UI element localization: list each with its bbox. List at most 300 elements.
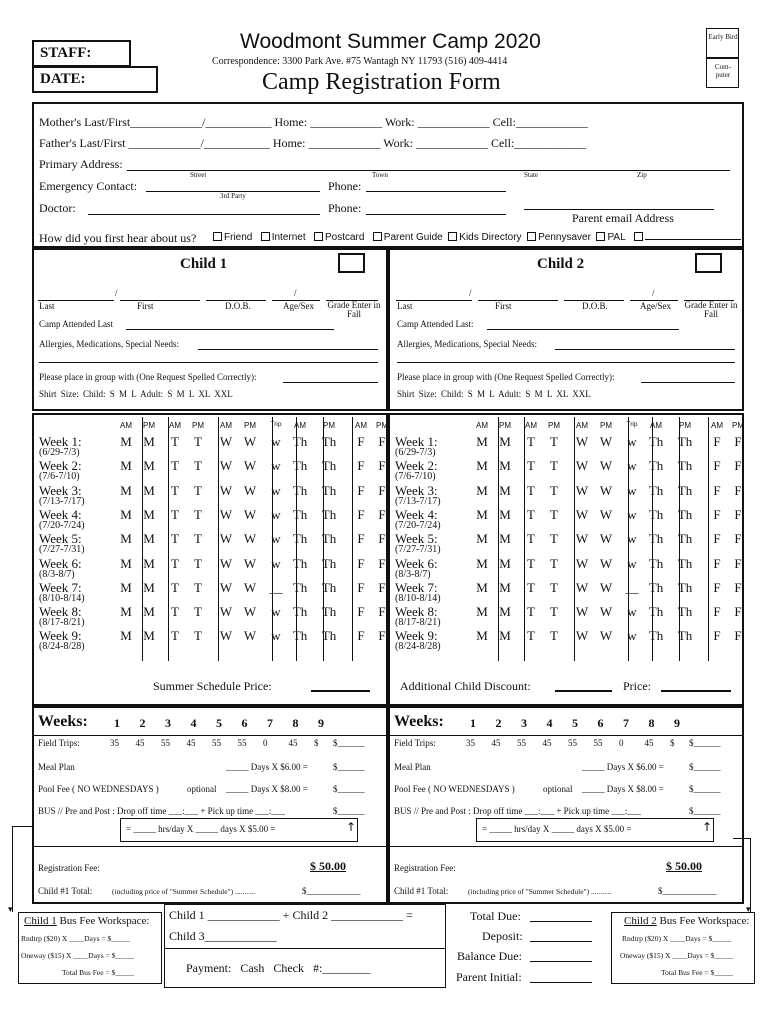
child2-day-cell[interactable]: T xyxy=(550,579,558,595)
child2-day-cell[interactable]: W xyxy=(575,482,589,498)
child1-day-cell[interactable]: F xyxy=(357,628,365,644)
child2-total-bus-fee[interactable]: Total Bus Fee = $_____ xyxy=(661,968,734,977)
child2-day-cell[interactable]: Th xyxy=(648,531,664,547)
child2-day-cell[interactable]: W xyxy=(575,434,589,449)
child2-day-cell[interactable]: Th xyxy=(677,482,693,498)
child2-day-cell[interactable]: F xyxy=(734,458,742,474)
child1-day-cell[interactable]: Th xyxy=(321,531,337,547)
child1-week-label: Week 4: xyxy=(39,506,82,522)
child1-day-cell[interactable]: Th xyxy=(292,458,308,474)
phone-field-1[interactable] xyxy=(366,191,506,192)
child1-day-cell[interactable]: w xyxy=(271,531,281,547)
source-parent-guide[interactable]: Parent Guide xyxy=(373,232,443,243)
child2-week-number: 4 xyxy=(546,716,553,730)
child2-day-cell[interactable]: T xyxy=(527,434,535,449)
child2-day-cell[interactable]: T xyxy=(550,531,558,547)
child2-day-cell[interactable]: M xyxy=(476,604,488,620)
child1-checkbox[interactable] xyxy=(338,253,365,273)
checkbox-icon[interactable] xyxy=(527,232,536,241)
child1-day-cell[interactable]: T xyxy=(194,482,202,498)
checkbox-icon[interactable] xyxy=(596,232,605,241)
child1-including-note: (including price of "Summer Schedule") ........... xyxy=(112,887,256,896)
child1-day-cell[interactable]: M xyxy=(120,458,132,474)
child1-bus-workspace-title: Child 1 Bus Fee Workspace: xyxy=(24,915,150,927)
child2-day-cell[interactable]: Th xyxy=(677,579,693,595)
child2-day-cell[interactable]: M xyxy=(499,531,511,547)
child2-day-cell[interactable]: F xyxy=(734,604,742,620)
checkbox-icon[interactable] xyxy=(373,232,382,241)
source-friend[interactable]: Friend xyxy=(213,232,252,243)
child1-slash-1: / xyxy=(115,288,118,298)
child1-day-cell[interactable]: F xyxy=(378,604,386,620)
child1-day-cell[interactable]: M xyxy=(120,579,132,595)
child2-day-cell[interactable]: W xyxy=(575,604,589,620)
child2-day-cell[interactable]: M xyxy=(476,531,488,547)
child1-bus-label[interactable]: BUS // Pre and Post : Drop off time ___:___ + Pick up time ___:___ xyxy=(38,806,285,816)
summer-schedule-price-field[interactable] xyxy=(311,690,370,692)
child1-day-cell[interactable]: Th xyxy=(292,434,308,449)
child1-day-cell[interactable]: Th xyxy=(321,482,337,498)
child1-day-cell[interactable]: T xyxy=(194,555,202,571)
child2-day-cell[interactable]: M xyxy=(476,628,488,644)
deposit-field[interactable] xyxy=(530,941,592,942)
child2-day-cell[interactable]: W xyxy=(599,506,613,522)
child1-camp-attended-field[interactable] xyxy=(126,329,334,330)
child3-line[interactable]: Child 3____________ xyxy=(169,929,277,943)
child2-day-cell[interactable]: M xyxy=(476,434,488,449)
child1-day-cell[interactable]: F xyxy=(378,628,386,644)
child2-week-dates: (7/6-7/10) xyxy=(395,471,436,483)
child1-day-cell[interactable]: T xyxy=(194,458,202,474)
payment-line[interactable]: Payment: Cash Check #:________ xyxy=(186,961,371,975)
child2-week-label: Week 6: xyxy=(395,555,438,571)
child1-day-cell[interactable]: T xyxy=(171,531,179,547)
child1-day-cell[interactable]: Th xyxy=(321,628,337,644)
child2-day-cell[interactable]: Th xyxy=(677,458,693,474)
child2-day-cell[interactable]: T xyxy=(527,531,535,547)
child2-header-am: AM xyxy=(650,421,662,430)
child2-day-cell[interactable]: M xyxy=(476,482,488,498)
child1-day-cell[interactable]: W xyxy=(243,506,257,522)
child2-day-cell[interactable]: Th xyxy=(677,604,693,620)
child2-day-cell[interactable]: W xyxy=(599,555,613,571)
source-pal[interactable]: PAL xyxy=(596,232,625,243)
child2-day-cell[interactable]: M xyxy=(476,555,488,571)
child2-day-cell[interactable]: T xyxy=(527,628,535,644)
child1-bus-arrow-icon: ↑ xyxy=(346,820,357,834)
child2-day-cell[interactable]: M xyxy=(476,458,488,474)
source-postcard[interactable]: Postcard xyxy=(314,232,364,243)
child1-pool-fee-total[interactable]: $______ xyxy=(333,784,365,794)
child2-day-cell[interactable]: F xyxy=(713,579,721,595)
child1-bus-total[interactable]: $______ xyxy=(333,806,365,816)
child1-day-cell[interactable]: F xyxy=(378,555,386,571)
child2-day-cell[interactable]: __ xyxy=(625,579,639,595)
child1-trip-price: 45 xyxy=(135,738,145,748)
child1-day-cell[interactable]: F xyxy=(357,531,365,547)
child1-header-am: AM xyxy=(294,421,306,430)
child2-day-cell[interactable]: W xyxy=(575,628,589,644)
child2-day-cell[interactable]: w xyxy=(627,458,637,474)
child1-day-cell[interactable]: F xyxy=(378,579,386,595)
child1-day-cell[interactable]: W xyxy=(219,434,233,449)
child2-bus-calc[interactable]: = _____ hrs/day X _____ days X $5.00 = xyxy=(482,824,632,834)
child2-day-cell[interactable]: W xyxy=(599,434,613,449)
child2-day-cell[interactable]: T xyxy=(527,482,535,498)
child2-bus-label[interactable]: BUS // Pre and Post : Drop off time ___:___ + Pick up time ___:___ xyxy=(394,806,641,816)
child1-day-cell[interactable]: T xyxy=(194,531,202,547)
child1-day-cell[interactable]: W xyxy=(243,434,257,449)
source-kids-directory[interactable]: Kids Directory xyxy=(448,232,521,243)
child1-day-cell[interactable]: F xyxy=(357,604,365,620)
total-due-field[interactable] xyxy=(530,921,592,922)
child2-day-cell[interactable]: F xyxy=(734,531,742,547)
child2-day-cell[interactable]: W xyxy=(599,482,613,498)
child1-day-cell[interactable]: M xyxy=(143,628,155,644)
child2-day-cell[interactable]: F xyxy=(734,506,742,522)
child1-week-label: Week 1: xyxy=(39,434,82,449)
child2-day-cell[interactable]: F xyxy=(713,604,721,620)
checkbox-icon[interactable] xyxy=(314,232,323,241)
parent-email-field[interactable] xyxy=(524,209,714,210)
child1-day-cell[interactable]: M xyxy=(143,579,155,595)
child1-day-cell[interactable]: Th xyxy=(292,628,308,644)
child1-trip-price: 35 xyxy=(110,738,119,748)
child1-day-cell[interactable]: Th xyxy=(292,531,308,547)
child2-allergies-field-2[interactable] xyxy=(397,362,735,363)
child1-day-cell[interactable]: Th xyxy=(321,458,337,474)
child2-day-cell[interactable]: w xyxy=(627,531,637,547)
child1-day-cell[interactable]: M xyxy=(143,506,155,522)
child2-day-cell[interactable]: W xyxy=(599,579,613,595)
child1-day-cell[interactable]: M xyxy=(143,604,155,620)
child2-day-cell[interactable]: w xyxy=(627,604,637,620)
child1-day-cell[interactable]: M xyxy=(120,628,132,644)
child1-day-cell[interactable]: Th xyxy=(321,604,337,620)
child2-day-cell[interactable]: Th xyxy=(677,628,693,644)
child2-day-cell[interactable]: T xyxy=(550,506,558,522)
child2-day-cell[interactable]: W xyxy=(575,579,589,595)
child2-day-cell[interactable]: F xyxy=(734,579,742,595)
child2-day-cell[interactable]: F xyxy=(713,628,721,644)
child2-day-cell[interactable]: T xyxy=(527,555,535,571)
child1-day-cell[interactable]: w xyxy=(271,506,281,522)
child1-day-cell[interactable]: W xyxy=(219,579,233,595)
child2-camp-attended-field[interactable] xyxy=(487,329,679,330)
child1-day-cell[interactable]: w xyxy=(271,434,281,449)
child1-day-cell[interactable]: T xyxy=(194,506,202,522)
child2-day-cell[interactable]: W xyxy=(599,604,613,620)
balance-due-field[interactable] xyxy=(530,961,592,962)
additional-child-discount-field[interactable] xyxy=(555,690,612,692)
child2-day-cell[interactable]: Th xyxy=(648,458,664,474)
child1-day-cell[interactable]: F xyxy=(378,482,386,498)
child1-day-cell[interactable]: F xyxy=(378,434,386,449)
child1-day-cell[interactable]: W xyxy=(219,458,233,474)
child1-allergies-field[interactable] xyxy=(198,349,378,350)
child1-day-cell[interactable]: M xyxy=(143,458,155,474)
child1-day-cell[interactable]: W xyxy=(243,579,257,595)
child2-week-dates: (8/10-8/14) xyxy=(395,592,441,604)
child1-day-cell[interactable]: F xyxy=(357,506,365,522)
child1-day-cell[interactable]: M xyxy=(143,434,155,449)
child2-day-cell[interactable]: Th xyxy=(677,506,693,522)
child2-week-label: Week 8: xyxy=(395,604,438,620)
child1-day-cell[interactable]: w xyxy=(271,482,281,498)
child2-slash-1: / xyxy=(469,288,472,298)
child2-field-trips-total[interactable]: $______ xyxy=(689,738,721,748)
child1-header-am: AM xyxy=(220,421,232,430)
child2-weeks-divider xyxy=(388,735,744,736)
child2-day-cell[interactable]: F xyxy=(713,531,721,547)
source-pennysaver[interactable]: Pennysaver xyxy=(527,232,591,243)
child2-pool-fee-total[interactable]: $______ xyxy=(689,784,721,794)
child1-day-cell[interactable]: M xyxy=(120,604,132,620)
child1-day-cell[interactable]: w xyxy=(271,555,281,571)
child1-day-cell[interactable]: F xyxy=(357,579,365,595)
child2-meal-plan-calc[interactable]: _____ Days X $6.00 = xyxy=(582,762,664,772)
child1-pool-fee-calc[interactable]: _____ Days X $8.00 = xyxy=(226,784,308,794)
child2-day-cell[interactable]: T xyxy=(527,458,535,474)
child2-day-cell[interactable]: W xyxy=(599,628,613,644)
child2-day-cell[interactable]: T xyxy=(550,434,558,449)
child2-day-cell[interactable]: M xyxy=(476,506,488,522)
child1-day-cell[interactable]: W xyxy=(243,628,257,644)
child1-day-cell[interactable]: W xyxy=(243,604,257,620)
mother-line[interactable]: Mother's Last/First____________/___________ Home: ____________ Work: ____________ Cell:____________ xyxy=(39,115,588,129)
child1-day-cell[interactable]: F xyxy=(357,434,365,449)
child1-day-cell[interactable]: W xyxy=(243,531,257,547)
child1-day-cell[interactable]: F xyxy=(357,458,365,474)
child1-day-cell[interactable]: W xyxy=(243,458,257,474)
child1-day-cell[interactable]: M xyxy=(120,555,132,571)
source-other[interactable] xyxy=(634,232,741,243)
child1-day-cell[interactable]: T xyxy=(171,458,179,474)
child1-day-cell[interactable]: M xyxy=(120,531,132,547)
child2-day-cell[interactable]: T xyxy=(527,506,535,522)
child1-day-cell[interactable]: Th xyxy=(321,579,337,595)
child2-checkbox[interactable] xyxy=(695,253,722,273)
child1-week-label: Week 8: xyxy=(39,604,82,620)
child1-day-cell[interactable]: M xyxy=(143,531,155,547)
child1-day-cell[interactable]: M xyxy=(120,482,132,498)
child1-camp-attended: Camp Attended Last xyxy=(39,319,113,329)
child1-day-cell[interactable]: W xyxy=(219,482,233,498)
child1-day-cell[interactable]: M xyxy=(143,482,155,498)
child1-meal-plan-calc[interactable]: _____ Days X $6.00 = xyxy=(226,762,308,772)
child1-day-cell[interactable]: T xyxy=(171,579,179,595)
child1-day-cell[interactable]: T xyxy=(194,434,202,449)
child2-day-cell[interactable]: M xyxy=(499,506,511,522)
child2-week-number: 9 xyxy=(674,716,680,730)
father-line[interactable]: Father's Last/First ____________/___________ Home: ____________ Work: ____________ Cell:____________ xyxy=(39,136,587,150)
checkbox-icon[interactable] xyxy=(448,232,457,241)
child1-reg-fee-label: Registration Fee: xyxy=(38,863,100,873)
child2-day-cell[interactable]: F xyxy=(713,434,721,449)
child1-day-cell[interactable]: T xyxy=(171,506,179,522)
child2-day-cell[interactable]: w xyxy=(627,506,637,522)
child1-day-cell[interactable]: T xyxy=(171,555,179,571)
child2-roundtrip[interactable]: Rndtrp ($20) X ____Days = $_____ xyxy=(622,934,732,943)
child1-day-cell[interactable]: F xyxy=(378,458,386,474)
child2-day-cell[interactable]: T xyxy=(550,458,558,474)
child1-day-cell[interactable]: T xyxy=(194,628,202,644)
child2-day-cell[interactable]: M xyxy=(499,628,511,644)
checkbox-icon[interactable] xyxy=(213,232,222,241)
child2-child-total-field[interactable]: $____________ xyxy=(658,886,717,896)
child2-day-cell[interactable]: Th xyxy=(677,555,693,571)
child1-child-total-field[interactable]: $____________ xyxy=(302,886,361,896)
child2-day-cell[interactable]: F xyxy=(713,555,721,571)
checkbox-icon[interactable] xyxy=(261,232,270,241)
child2-day-cell[interactable]: T xyxy=(550,482,558,498)
child1-day-cell[interactable]: Th xyxy=(321,555,337,571)
child2-day-cell[interactable]: M xyxy=(499,482,511,498)
child2-day-cell[interactable]: T xyxy=(527,604,535,620)
child2-day-cell[interactable]: M xyxy=(499,579,511,595)
child2-day-cell[interactable]: M xyxy=(499,458,511,474)
child2-week-label: Week 1: xyxy=(395,434,438,449)
child1-oneway[interactable]: Oneway ($15) X ____Days = $_____ xyxy=(21,951,135,960)
child2-day-cell[interactable]: T xyxy=(527,579,535,595)
child2-day-cell[interactable]: Th xyxy=(648,579,664,595)
child2-day-cell[interactable]: F xyxy=(734,434,742,449)
child1-day-cell[interactable]: W xyxy=(219,531,233,547)
child2-day-cell[interactable]: M xyxy=(476,579,488,595)
child2-day-cell[interactable]: Th xyxy=(648,434,664,449)
child1-day-cell[interactable]: Th xyxy=(292,604,308,620)
child1-day-cell[interactable]: T xyxy=(194,579,202,595)
child1-trip-price: 45 xyxy=(186,738,196,748)
child2-day-cell[interactable]: Th xyxy=(648,604,664,620)
child1-field-trips-total[interactable]: $______ xyxy=(333,738,365,748)
child1-week-dates: (7/20-7/24) xyxy=(39,519,85,531)
child1-week-dates: (8/3-8/7) xyxy=(39,568,75,580)
child2-day-cell[interactable]: F xyxy=(734,628,742,644)
child2-day-cell[interactable]: W xyxy=(575,458,589,474)
child1-day-cell[interactable]: T xyxy=(171,434,179,449)
child2-day-cell[interactable]: T xyxy=(550,604,558,620)
child1-day-cell[interactable]: W xyxy=(243,555,257,571)
child2-day-cell[interactable]: Th xyxy=(648,628,664,644)
phone-field-2[interactable] xyxy=(366,214,506,215)
child1-day-cell[interactable]: Th xyxy=(321,434,337,449)
child1-day-cell[interactable]: F xyxy=(378,531,386,547)
child1-day-cell[interactable]: M xyxy=(120,434,132,449)
child2-day-cell[interactable]: F xyxy=(734,555,742,571)
child2-day-cell[interactable]: T xyxy=(550,555,558,571)
child2-week-number: 2 xyxy=(495,716,502,730)
child1-day-cell[interactable]: M xyxy=(143,555,155,571)
doctor-field[interactable] xyxy=(88,214,320,215)
child2-bus-total[interactable]: $______ xyxy=(689,806,721,816)
child1-day-cell[interactable]: W xyxy=(243,482,257,498)
child2-day-cell[interactable]: F xyxy=(734,482,742,498)
child1-day-cell[interactable]: F xyxy=(357,482,365,498)
child1-shirt-size: Shirt Size: Child: S M L Adult: S M L XL XXL xyxy=(39,389,233,399)
child2-day-cell[interactable]: Th xyxy=(648,506,664,522)
child2-oneway[interactable]: Oneway ($15) X ____Days = $_____ xyxy=(620,951,734,960)
child1-day-cell[interactable]: F xyxy=(378,506,386,522)
source-internet[interactable]: Internet xyxy=(261,232,306,243)
child1-day-cell[interactable]: Th xyxy=(292,579,308,595)
child1-day-cell[interactable]: T xyxy=(194,604,202,620)
child1-total-bus-fee[interactable]: Total Bus Fee = $_____ xyxy=(62,968,135,977)
child2-day-cell[interactable]: M xyxy=(499,555,511,571)
child2-header-am: AM xyxy=(576,421,588,430)
child1-day-cell[interactable]: Th xyxy=(321,506,337,522)
child1-day-cell[interactable]: W xyxy=(219,506,233,522)
child1-meal-plan-total[interactable]: $______ xyxy=(333,762,365,772)
child1-day-cell[interactable]: Th xyxy=(292,482,308,498)
child2-day-cell[interactable]: W xyxy=(575,506,589,522)
child1-day-cell[interactable]: __ xyxy=(269,579,283,595)
child2-place-group: Please place in group with (One Request Spelled Correctly): xyxy=(397,372,615,382)
child1-day-cell[interactable]: W xyxy=(219,628,233,644)
child2-meal-plan-total[interactable]: $______ xyxy=(689,762,721,772)
child2-day-cell[interactable]: Th xyxy=(648,555,664,571)
child1-day-cell[interactable]: W xyxy=(219,604,233,620)
child2-allergies-field[interactable] xyxy=(555,349,735,350)
parent-initial-field[interactable] xyxy=(530,982,592,983)
child2-day-cell[interactable]: w xyxy=(627,482,637,498)
child2-day-cell[interactable]: w xyxy=(627,628,637,644)
child2-bus-arrow-icon: ↑ xyxy=(702,820,713,834)
child2-day-cell[interactable]: F xyxy=(713,482,721,498)
child1-allergies-field-2[interactable] xyxy=(39,362,378,363)
child2-day-cell[interactable]: F xyxy=(713,506,721,522)
child2-pool-fee-calc[interactable]: _____ Days X $8.00 = xyxy=(582,784,664,794)
child2-day-cell[interactable]: W xyxy=(599,458,613,474)
child1-day-cell[interactable]: w xyxy=(271,458,281,474)
child1-day-cell[interactable]: M xyxy=(120,506,132,522)
child2-including-note: (including price of "Summer Schedule") ........... xyxy=(468,887,612,896)
address-town-caption: Town xyxy=(372,171,388,179)
child1-day-cell[interactable]: T xyxy=(171,628,179,644)
child2-day-cell[interactable]: T xyxy=(550,628,558,644)
child1-day-cell[interactable]: T xyxy=(171,604,179,620)
child2-day-cell[interactable]: M xyxy=(499,434,511,449)
child2-day-cell[interactable]: M xyxy=(499,604,511,620)
child2-day-cell[interactable]: Th xyxy=(648,482,664,498)
child2-day-cell[interactable]: W xyxy=(575,531,589,547)
child2-header-pm: PM xyxy=(600,421,612,430)
child1-day-cell[interactable]: Th xyxy=(292,506,308,522)
checkbox-icon[interactable] xyxy=(634,232,643,241)
child1-week-number: 2 xyxy=(139,716,146,730)
child1-day-cell[interactable]: T xyxy=(171,482,179,498)
child1-day-cell[interactable]: w xyxy=(271,604,281,620)
child1-day-cell[interactable]: w xyxy=(271,628,281,644)
child-sum-line[interactable]: Child 1 ____________ + Child 2 ____________ = xyxy=(169,908,413,922)
child2-place-group-field[interactable] xyxy=(641,382,735,383)
child1-day-cell[interactable]: F xyxy=(357,555,365,571)
child2-day-cell[interactable]: Th xyxy=(677,434,693,449)
child2-day-cell[interactable]: w xyxy=(627,434,637,449)
child1-roundtrip[interactable]: Rndtrp ($20) X ____Days = $_____ xyxy=(21,934,131,943)
child1-day-cell[interactable]: Th xyxy=(292,555,308,571)
child2-day-cell[interactable]: F xyxy=(713,458,721,474)
child1-place-group-field[interactable] xyxy=(283,382,378,383)
price-field[interactable] xyxy=(661,690,731,692)
child1-bus-calc[interactable]: = _____ hrs/day X _____ days X $5.00 = xyxy=(126,824,276,834)
child2-day-cell[interactable]: W xyxy=(599,531,613,547)
child1-day-cell[interactable]: W xyxy=(219,555,233,571)
child2-day-cell[interactable]: w xyxy=(627,555,637,571)
child2-day-cell[interactable]: Th xyxy=(677,531,693,547)
child2-day-cell[interactable]: W xyxy=(575,555,589,571)
child2-trip-price: 55 xyxy=(593,738,603,748)
